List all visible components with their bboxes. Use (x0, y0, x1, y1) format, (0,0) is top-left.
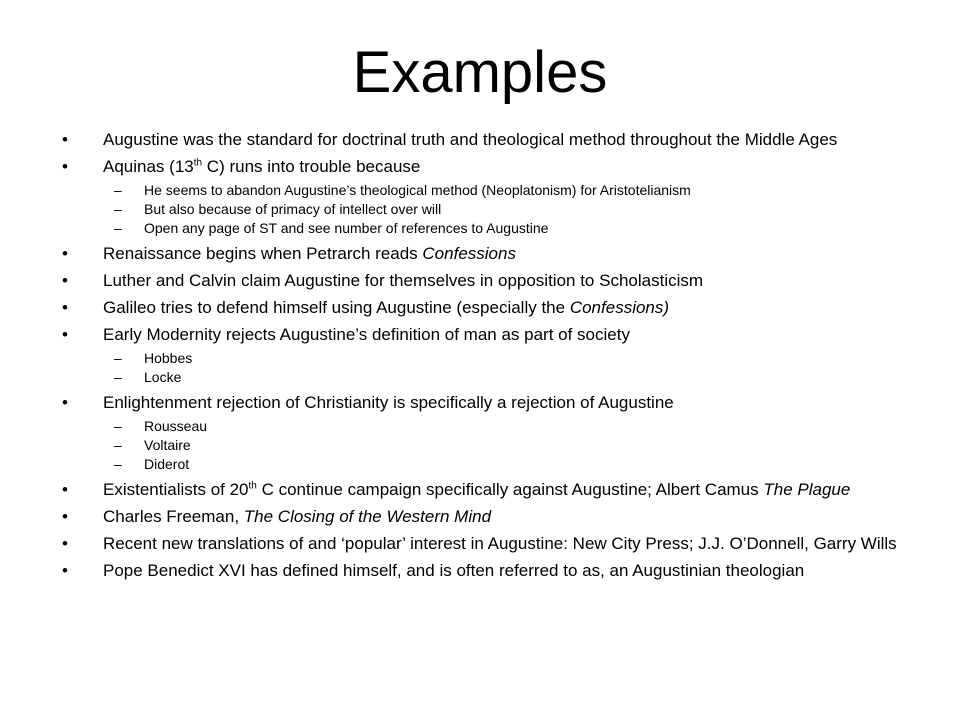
bullet-text-pre: Charles Freeman, (103, 507, 244, 526)
bullet-icon: • (62, 157, 68, 176)
bullet-item-enlightenment (62, 394, 922, 412)
bullet-icon: • (62, 244, 68, 263)
dash-icon: – (114, 201, 122, 217)
bullet-text-post: C) runs into trouble because (202, 157, 421, 176)
bullet-icon: • (62, 298, 68, 317)
dash-icon: – (114, 350, 122, 366)
bullet-text-italic: The Closing of the Western Mind (243, 507, 492, 526)
superscript-th: th (193, 157, 203, 169)
sub-item-text: Open any page of ST and see number of references to Augustine (144, 220, 549, 236)
sub-item-hobbes (62, 350, 922, 366)
sub-item-text: Diderot (144, 456, 190, 472)
sub-item-text: He seems to abandon Augustine’s theological method (Neoplatonism) for Aristotelianism (144, 182, 691, 198)
sub-item-text: Locke (144, 369, 182, 385)
sub-item-text: But also because of primacy of intellect over will (144, 201, 442, 217)
bullet-item-renaissance (62, 245, 922, 263)
bullet-text-pre: Existentialists of 20 (103, 480, 249, 499)
bullet-text: Enlightenment rejection of Christianity is specifically a rejection of Augustine (103, 393, 674, 412)
bullet-text: Recent new translations of and ‘popular’ interest in Augustine: New City Press; J.J. O’Donnell, Garry Wills (103, 534, 897, 553)
bullet-text-post: C continue campaign specifically against Augustine; Albert Camus (256, 480, 764, 499)
sub-item-aquinas-2 (62, 201, 922, 217)
sub-item-text: Hobbes (144, 350, 193, 366)
bullet-text: Augustine was the standard for doctrinal truth and theological method throughout the Middle Ages (103, 130, 838, 149)
dash-icon: – (114, 220, 122, 236)
bullet-icon: • (62, 130, 68, 149)
bullet-icon: • (62, 325, 68, 344)
bullet-text-pre: Renaissance begins when Petrarch reads (103, 244, 423, 263)
bullet-text: Early Modernity rejects Augustine’s definition of man as part of society (103, 325, 630, 344)
dash-icon: – (114, 418, 122, 434)
sub-item-aquinas-1 (62, 182, 922, 198)
sub-item-text: Rousseau (144, 418, 208, 434)
dash-icon: – (114, 182, 122, 198)
bullet-text-italic: Confessions) (569, 298, 670, 317)
sub-item-diderot (62, 456, 922, 472)
bullet-item-augustine-standard (62, 131, 922, 149)
bullet-icon: • (62, 480, 68, 499)
bullet-item-freeman (62, 508, 922, 526)
sub-item-text: Voltaire (144, 437, 191, 453)
bullet-icon: • (62, 561, 68, 580)
bullet-text-italic: The Plague (763, 480, 851, 499)
dash-icon: – (114, 437, 122, 453)
bullet-item-luther-calvin (62, 272, 922, 290)
superscript-th: th (248, 480, 257, 492)
bullet-text-italic: Confessions (422, 244, 516, 263)
sub-item-aquinas-3 (62, 220, 922, 236)
bullet-item-aquinas (62, 158, 922, 176)
bullet-icon: • (62, 393, 68, 412)
bullet-item-existentialists (62, 481, 922, 499)
bullet-text: Pope Benedict XVI has defined himself, and is often referred to as, an Augustinian theologian (103, 561, 805, 580)
bullet-item-early-modernity (62, 326, 922, 344)
bullet-item-translations (62, 535, 922, 553)
bullet-icon: • (62, 271, 68, 290)
bullet-text-pre: Galileo tries to defend himself using Augustine (especially the (103, 298, 570, 317)
dash-icon: – (114, 456, 122, 472)
slide-title: Examples (352, 40, 608, 105)
sub-item-locke (62, 369, 922, 385)
sub-item-voltaire (62, 437, 922, 453)
bullet-icon: • (62, 534, 68, 553)
bullet-icon: • (62, 507, 68, 526)
sub-item-rousseau (62, 418, 922, 434)
bullet-item-benedict (62, 562, 922, 580)
bullet-text-pre: Aquinas (13 (103, 157, 194, 176)
bullet-list (62, 131, 922, 589)
bullet-item-galileo (62, 299, 922, 317)
dash-icon: – (114, 369, 122, 385)
bullet-text: Luther and Calvin claim Augustine for themselves in opposition to Scholasticism (103, 271, 704, 290)
